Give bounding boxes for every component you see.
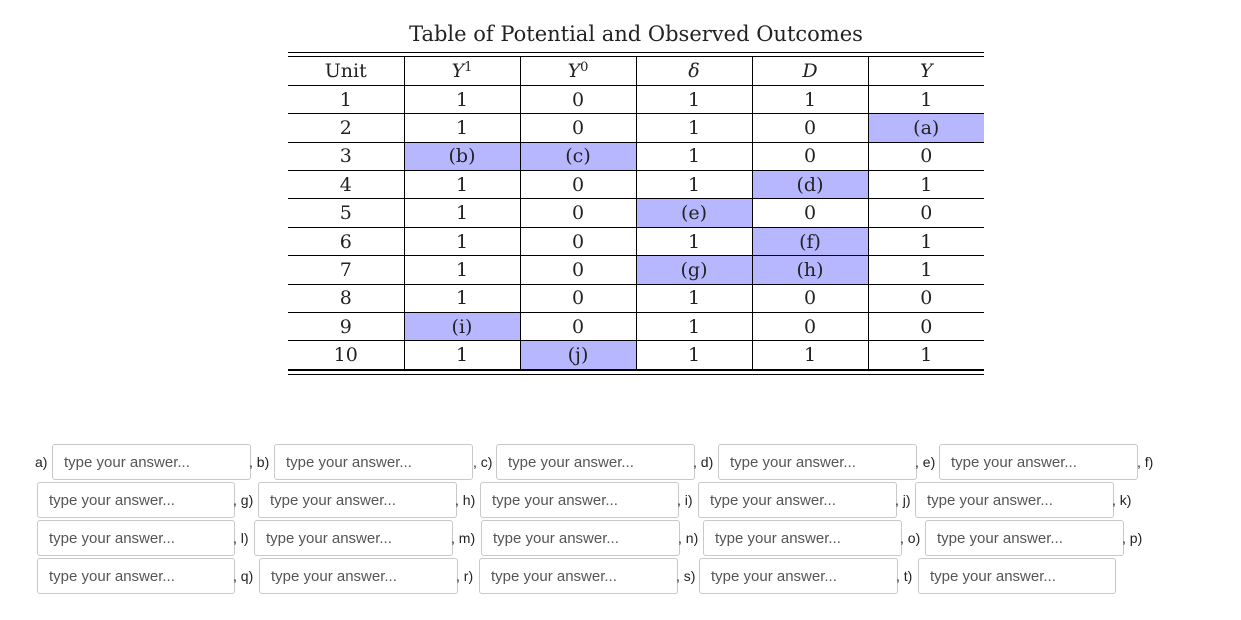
cell-unit: 2 [288,114,404,142]
cell-delta: 1 [636,85,752,113]
cell-d: 1 [752,85,868,113]
header-d: D [752,57,868,85]
header-y0: $Y^0$ [520,57,636,85]
top-rule [288,52,984,53]
cell-y0: 0 [520,313,636,341]
answer-p-input[interactable] [37,558,235,594]
answer-f-input[interactable] [37,482,235,518]
cell-unit: 6 [288,227,404,255]
answer-j-input[interactable] [915,482,1114,518]
answer-r-input[interactable] [479,558,678,594]
bottom-rule [288,374,984,375]
header-y1: $Y^1$ [404,57,520,85]
cell-y: 0 [868,284,984,312]
cell-delta: 1 [636,284,752,312]
cell-unit: 9 [288,313,404,341]
table-row [288,199,984,227]
table-title: Table of Potential and Observed Outcomes [409,22,863,46]
header-delta: δ [636,57,752,85]
cell-d-blank: (h) [752,256,868,284]
answer-q-input[interactable] [259,558,458,594]
cell-y: 1 [868,85,984,113]
table-row [288,142,984,170]
label-c: , c) [473,454,493,470]
label-e: , e) [915,454,936,470]
cell-delta-blank: (e) [636,199,752,227]
answer-k-input[interactable] [37,520,235,556]
cell-d-blank: (d) [752,171,868,199]
cell-y0: 0 [520,227,636,255]
answer-e-input[interactable] [939,444,1138,480]
label-b: , b) [249,454,270,470]
cell-delta: 1 [636,171,752,199]
cell-y0-blank: (c) [520,142,636,170]
label-q: , q) [233,568,254,584]
cell-delta: 1 [636,341,752,369]
answer-n-input[interactable] [703,520,902,556]
answer-i-input[interactable] [698,482,897,518]
label-i: , i) [677,492,693,508]
cell-delta: 1 [636,227,752,255]
table-row [288,114,984,142]
answer-a-input[interactable] [52,444,251,480]
cell-y0: 0 [520,171,636,199]
cell-d: 0 [752,199,868,227]
label-a: a) [35,454,48,470]
cell-delta: 1 [636,114,752,142]
cell-y: 1 [868,171,984,199]
label-n: , n) [678,530,699,546]
label-d: , d) [693,454,714,470]
cell-unit: 4 [288,171,404,199]
label-j: , j) [895,492,911,508]
cell-d: 0 [752,142,868,170]
cell-y: 0 [868,313,984,341]
label-m: , m) [451,530,476,546]
cell-d: 0 [752,313,868,341]
cell-y0: 0 [520,199,636,227]
cell-y1: 1 [404,114,520,142]
cell-unit: 7 [288,256,404,284]
label-r: , r) [456,568,474,584]
outcomes-table [288,57,984,370]
cell-y1: 1 [404,199,520,227]
answer-h-input[interactable] [480,482,679,518]
cell-y1: 1 [404,227,520,255]
cell-y0: 0 [520,85,636,113]
table-row [288,256,984,284]
label-h: , h) [455,492,476,508]
cell-d: 0 [752,114,868,142]
cell-d-blank: (f) [752,227,868,255]
cell-unit: 3 [288,142,404,170]
cell-y1: 1 [404,341,520,369]
answer-s-input[interactable] [699,558,898,594]
label-p: , p) [1122,530,1143,546]
label-g: , g) [233,492,254,508]
label-s: , s) [676,568,696,584]
cell-delta-blank: (g) [636,256,752,284]
answer-b-input[interactable] [274,444,473,480]
answer-c-input[interactable] [496,444,695,480]
label-k: , k) [1112,492,1132,508]
cell-y1-blank: (i) [404,313,520,341]
cell-y0: 0 [520,114,636,142]
answer-g-input[interactable] [258,482,457,518]
cell-y-blank: (a) [868,114,984,142]
table-row [288,171,984,199]
cell-delta: 1 [636,313,752,341]
cell-y0-blank: (j) [520,341,636,369]
table-header-row [288,57,984,85]
bottom-rule [288,370,984,371]
table-row [288,284,984,312]
label-t: , t) [896,568,913,584]
cell-unit: 8 [288,284,404,312]
header-y: Y [868,57,984,85]
cell-unit: 5 [288,199,404,227]
table-row [288,313,984,341]
answer-l-input[interactable] [254,520,453,556]
cell-delta: 1 [636,142,752,170]
cell-y1: 1 [404,171,520,199]
cell-y: 1 [868,227,984,255]
header-unit: Unit [288,57,404,85]
cell-y: 1 [868,256,984,284]
cell-unit: 10 [288,341,404,369]
cell-d: 0 [752,284,868,312]
cell-y0: 0 [520,256,636,284]
table-row [288,341,984,369]
cell-y: 0 [868,142,984,170]
cell-y: 0 [868,199,984,227]
cell-y: 1 [868,341,984,369]
answer-m-input[interactable] [481,520,680,556]
answer-d-input[interactable] [718,444,917,480]
answer-o-input[interactable] [925,520,1124,556]
label-l: , l) [233,530,249,546]
cell-y1-blank: (b) [404,142,520,170]
table-body [288,85,984,369]
cell-y1: 1 [404,284,520,312]
table-row [288,227,984,255]
label-o: , o) [900,530,921,546]
cell-unit: 1 [288,85,404,113]
cell-y1: 1 [404,256,520,284]
cell-y1: 1 [404,85,520,113]
cell-d: 1 [752,341,868,369]
cell-y0: 0 [520,284,636,312]
label-f: , f) [1137,454,1154,470]
answer-t-input[interactable] [918,558,1116,594]
table-row [288,85,984,113]
